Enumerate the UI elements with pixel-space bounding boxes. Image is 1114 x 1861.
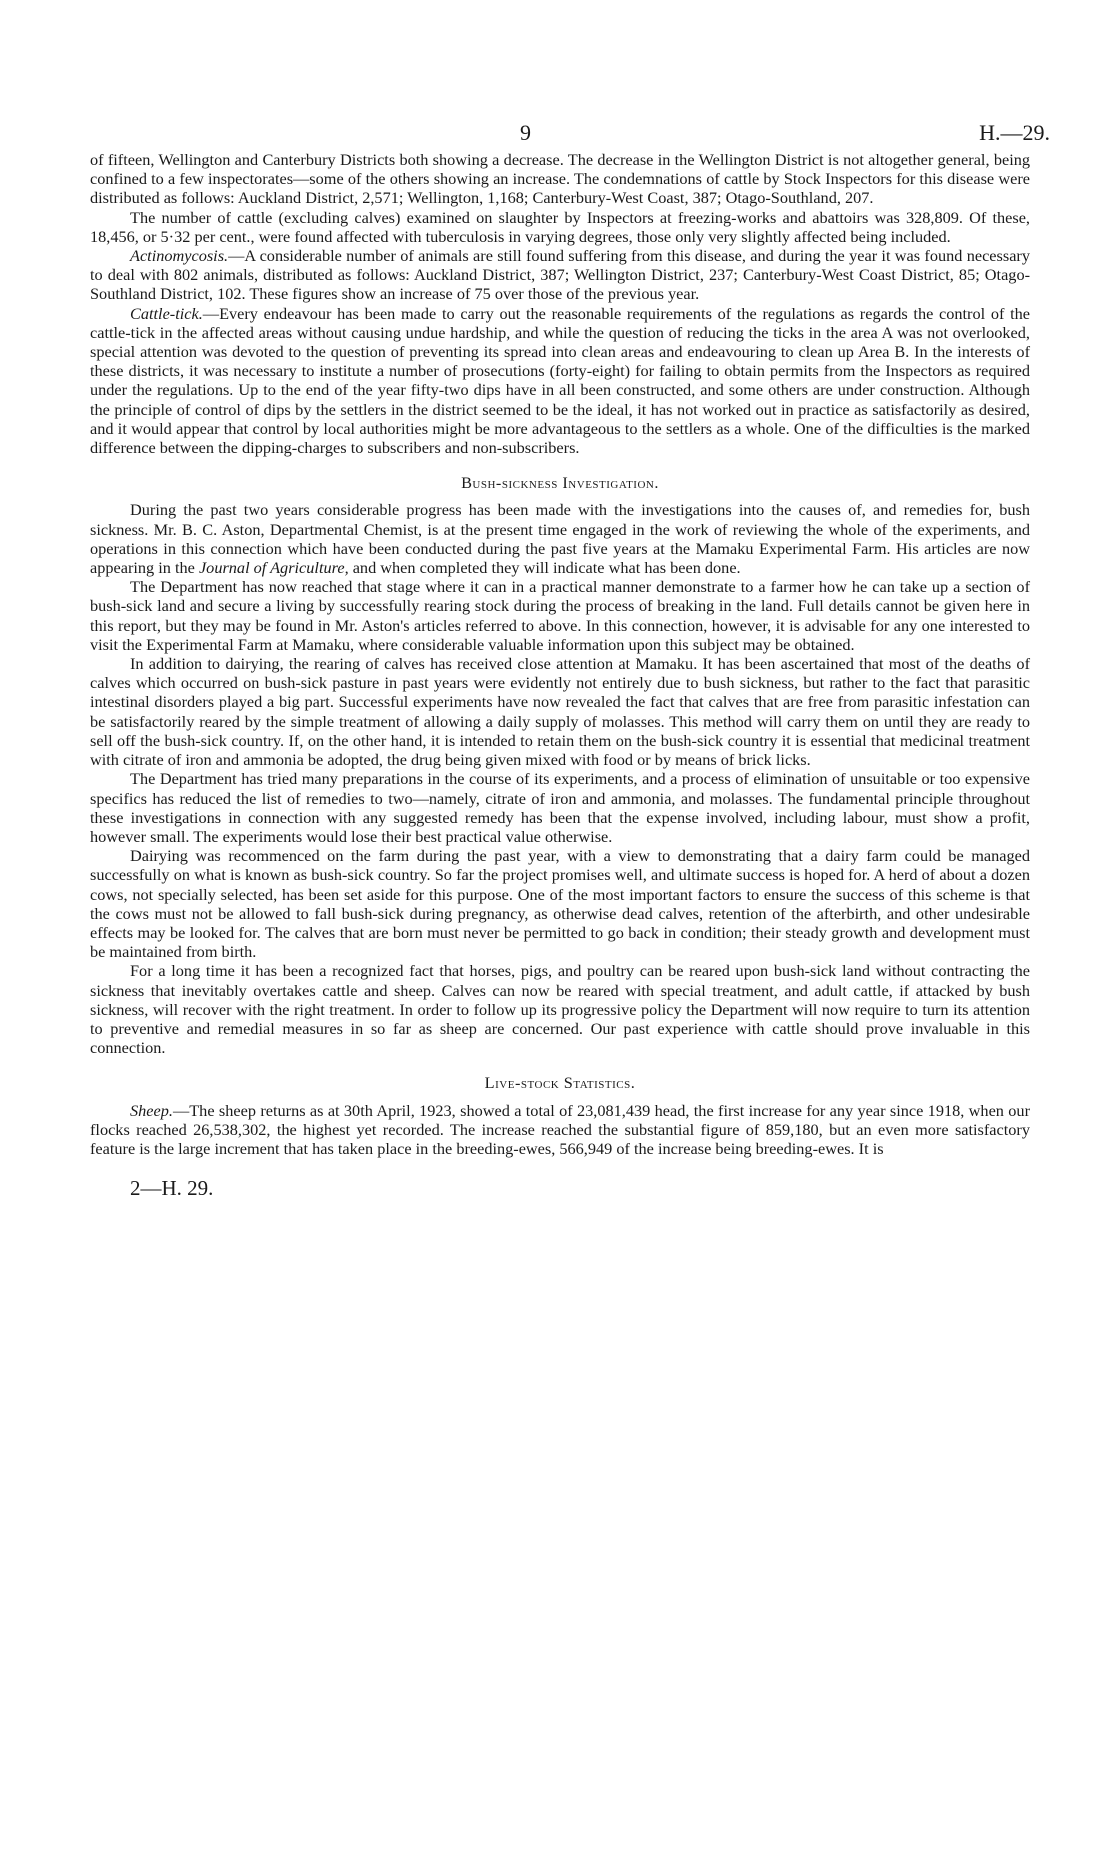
paragraph-lead: Actinomycosis.	[130, 246, 229, 266]
section-heading: Live-stock Statistics.	[484, 1073, 636, 1093]
paragraph: Cattle-tick.—Every endeavour has been made to carry out the reasonable requirements of the regulations as regards the control of the cattle-tick in the affected areas without causing undue hardship, and while the question of reducing the ticks in the area A was not overlooked, special attention was devoted to the question of preventing its spread into clean areas and endeavouring to clean up Area B. In the interests of these districts, it was necessary to institute a number of prosecutions (forty-eight) for failing to obtain permits from the Inspectors as required under the regulations. Up to the end of the year fifty-two dips have in all been constructed, and some others are under construction. Although the principle of control of dips by the settlers in the district seemed to be the ideal, it has not worked out in practice as satisfactorily as desired, and it would appear that control by local authorities might be more advantageous to the settlers as a whole. One of the difficulties is the marked difference between the dipping-charges to subscribers and non-subscribers.	[90, 303, 1030, 458]
paragraph: The number of cattle (excluding calves) examined on slaughter by Inspectors at freezing-works and abattoirs was 328,809. Of these, 18,456, or 5·32 per cent., were found affected with tuberculosis in varying degrees, those only very slightly affected being included.	[90, 207, 1030, 246]
paragraph-lead: Cattle-tick.	[130, 303, 203, 323]
body-text	[90, 150, 1030, 1158]
paragraph: For a long time it has been a recognized fact that horses, pigs, and poultry can be reared upon bush-sick land without contracting the sickness that inevitably overtakes cattle and sheep. Calves can now be reared with special treatment, and adult cattle, if attacked by bush sickness, will recover with the right treatment. In order to follow up its progressive policy the Department will now require to turn its attention to preventive and remedial measures in so far as sheep are concerned. Our past experience with cattle should prove invaluable in this connection.	[90, 961, 1030, 1058]
paragraph: Dairying was recommenced on the farm during the past year, with a view to demonstrating that a dairy farm could be managed successfully on what is known as bush-sick country. So far the project promises well, and ultimate success is hoped for. A herd of about a dozen cows, not specially selected, has been set aside for this purpose. One of the most important factors to ensure the success of this scheme is that the cows must not be allowed to fall bush-sick during pregnancy, as otherwise dead calves, retention of the afterbirth, and other undesirable effects may be looked for. The calves that are born must never be permitted to go back in condition; their steady growth and development must be maintained from birth.	[90, 846, 1030, 962]
paragraph-lead: Sheep.	[130, 1100, 173, 1120]
document-reference: H.—29.	[979, 120, 1050, 145]
paragraph: of fifteen, Wellington and Canterbury Districts both showing a decrease. The decrease in the Wellington District is not altogether general, being confined to a few inspectorates—some of the others showing an increase. The condemnations of cattle by Stock Inspectors for this disease were distributed as follows: Auckland District, 2,571; Wellington, 1,168; Canterbury-West Coast, 387; Otago-Southland, 207.	[90, 150, 1030, 208]
paragraph: Sheep.—The sheep returns as at 30th April, 1923, showed a total of 23,081,439 head, the first increase for any year since 1918, when our flocks reached 26,538,302, the highest yet recorded. The increase reached the substantial figure of 859,180, but an even more satisfactory feature is the large increment that has taken place in the breeding-ewes, 566,949 of the increase being breeding-ewes. It is	[90, 1100, 1030, 1158]
paragraph: During the past two years considerable progress has been made with the investigations into the causes of, and remedies for, bush sickness. Mr. B. C. Aston, Departmental Chemist, is at the present time engaged in the work of reviewing the whole of the experiments, and operations in this connection which have been conducted during the past five years at the Mamaku Experimental Farm. His articles are now appearing in the Journal of Agriculture, and when completed they will indicate what has been done.	[90, 500, 1030, 578]
paragraph: In addition to dairying, the rearing of calves has received close attention at Mamaku. It has been ascertained that most of the deaths of calves which occurred on bush-sick pasture in past years were evidently not entirely due to bush sickness, but rather to the fact that parasitic intestinal disorders played a big part. Successful experiments have now revealed the fact that calves that are free from parasitic infestation can be satisfactorily reared by the simple treatment of allowing a daily supply of molasses. This method will carry them on until they are ready to sell off the bush-sick country. If, on the other hand, it is intended to retain them on the bush-sick country it is essential that medicinal treatment with citrate of iron and ammonia be adopted, the drug being given mixed with food or by means of brick licks.	[90, 654, 1030, 770]
footer-signature: 2—H. 29.	[130, 1176, 214, 1201]
page-number: 9	[520, 120, 531, 145]
page-header	[90, 0, 1050, 150]
section-heading: Bush-sickness Investigation.	[461, 473, 659, 493]
paragraph: The Department has now reached that stage where it can in a practical manner demonstrate to a farmer how he can take up a section of bush-sick land and secure a living by successfully rearing stock during the process of breaking in the land. Full details cannot be given here in this report, but they may be found in Mr. Aston's articles referred to above. In this connection, however, it is advisable for any one interested to visit the Experimental Farm at Mamaku, where considerable valuable information upon this subject may be obtained.	[90, 577, 1030, 654]
paragraph: Actinomycosis.—A considerable number of animals are still found suffering from this disease, and during the year it was found necessary to deal with 802 animals, distributed as follows: Auckland District, 387; Wellington District, 237; Canterbury-West Coast District, 85; Otago-Southland District, 102. These figures show an increase of 75 over those of the previous year.	[90, 246, 1030, 304]
paragraph: The Department has tried many preparations in the course of its experiments, and a process of elimination of unsuitable or too expensive specifics has reduced the list of remedies to two—namely, citrate of iron and ammonia, and molasses. The fundamental principle throughout these investigations in connection with any suggested remedy has been that the expense involved, including labour, must show a profit, however small. The experiments would lose their best practical value otherwise.	[90, 769, 1030, 846]
document-page	[90, 0, 1050, 1201]
